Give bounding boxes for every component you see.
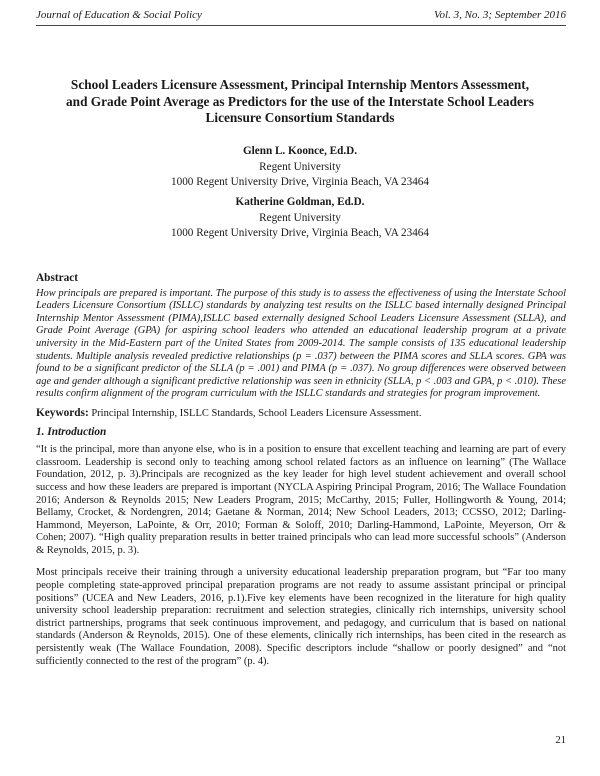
- header-divider: [36, 25, 566, 26]
- paper-title: School Leaders Licensure Assessment, Principal Internship Mentors Assessment, and Grade Point Average as Predictors for the use of the Interstate School Leaders Licensure Consortium Standards: [66, 77, 534, 125]
- keywords: [36, 407, 566, 421]
- page-number: 21: [555, 735, 566, 746]
- intro-paragraph: “It is the principal, more than anyone else, who is in a position to ensure that excellent teaching and learning are part of every classroom. Leadership is second only to teaching among school related factors as an influence on learning” (The Wallace Foundation, 2012, p. 3).Principals are recognized as the key leader for high level student achievement and overall school success and how these leaders are prepared is important (NYCLA Aspiring Principal Program, 2016; The Wallace Foundation 2016; Anderson & Reynolds 2015; New Leaders Program, 2015; McCarthy, 2015; Fuller, Hollingworth & Young, 2014; Bellamy, Crocket, & Nordengren, 2014; Gaetane & Norman, 2014; New School Leaders, 2013; CCSSO, 2012; Darling-Hammond, Meyerson, LaPointe, & Orr, 2010; Forman & Soloff, 2010; Darling-Hammond, LaPointe, Meyerson, Orr & Cohen; 2007). “High quality preparation results in better trained principals who can lead more successful schools” (Anderson & Reynolds, 2015, p. 3).: [36, 444, 566, 556]
- section-heading-introduction: 1. Introduction: [36, 425, 107, 438]
- paper-body: [36, 272, 566, 668]
- author-affiliation: Regent University: [259, 211, 341, 224]
- author-block: [0, 144, 600, 191]
- author-affiliation: Regent University: [259, 160, 341, 173]
- issue-info: Vol. 3, No. 3; September 2016: [434, 9, 566, 21]
- intro-paragraph: Most principals receive their training through a university educational leadership preparation program, but “Far too many people completing state-approved principal preparation programs are not ready to assume assistant principal or principal positions” (UCEA and New Leaders, 2016, p.1).Five key elements have been recognized in the literature for high quality university school leadership preparation: recruitment and selection strategies, clinically rich internships, university school district partnerships, programs that seek continuous improvement, and pedagogy, and curriculum that is based on national standards (Anderson & Reynolds, 2015). One of these elements, clinically rich internships, has been cited in the research as persistently weak (The Wallace Foundation, 2008). Specific descriptors include “shallow or poorly designed” and “not sufficiently connected to the rest of the program” (p. 4).: [36, 567, 566, 667]
- author-name: Glenn L. Koonce, Ed.D.: [242, 145, 358, 157]
- author-name: Katherine Goldman, Ed.D.: [235, 196, 365, 208]
- author-address: 1000 Regent University Drive, Virginia Beach, VA 23464: [171, 176, 429, 188]
- keywords-text: Principal Internship, ISLLC Standards, School Leaders Licensure Assessment.: [88, 407, 422, 419]
- abstract-text: How principals are prepared is important. The purpose of this study is to assess the effectiveness of using the Interstate School Leaders Licensure Consortium (ISLLC) standards by analyzing test results on the ISLLC based internally designed Principal Internship Mentor Assessment (PIMA),ISLLC based externally designed School Leaders Licensure Assessment (SLLA), and Grade Point Average (GPA) for aspiring school leaders who attended an educational leadership program at a private university in the Mid-Eastern part of the United States from 2009-2014. The sample consists of 135 educational leadership students. Multiple analysis revealed predictive relationships (p = .037) between the PIMA scores and SLLA scores. GPA was found to be a significant predictor of the SLLA (p = .001) and PIMA (p = .037). No group differences were observed between age and gender although a significant predictive relationship was seen in ethnicity (SLLA, p < .003 and GPA, p < .010). These results confirm alignment of the program curriculum with the ISLLC standards and strategies for program improvement.: [36, 287, 566, 400]
- keywords-label: Keywords:: [36, 406, 89, 419]
- running-header: [36, 9, 566, 21]
- abstract-heading: Abstract: [36, 272, 79, 284]
- author-block: [0, 195, 600, 242]
- journal-name: Journal of Education & Social Policy: [36, 9, 202, 21]
- author-address: 1000 Regent University Drive, Virginia Beach, VA 23464: [171, 227, 429, 239]
